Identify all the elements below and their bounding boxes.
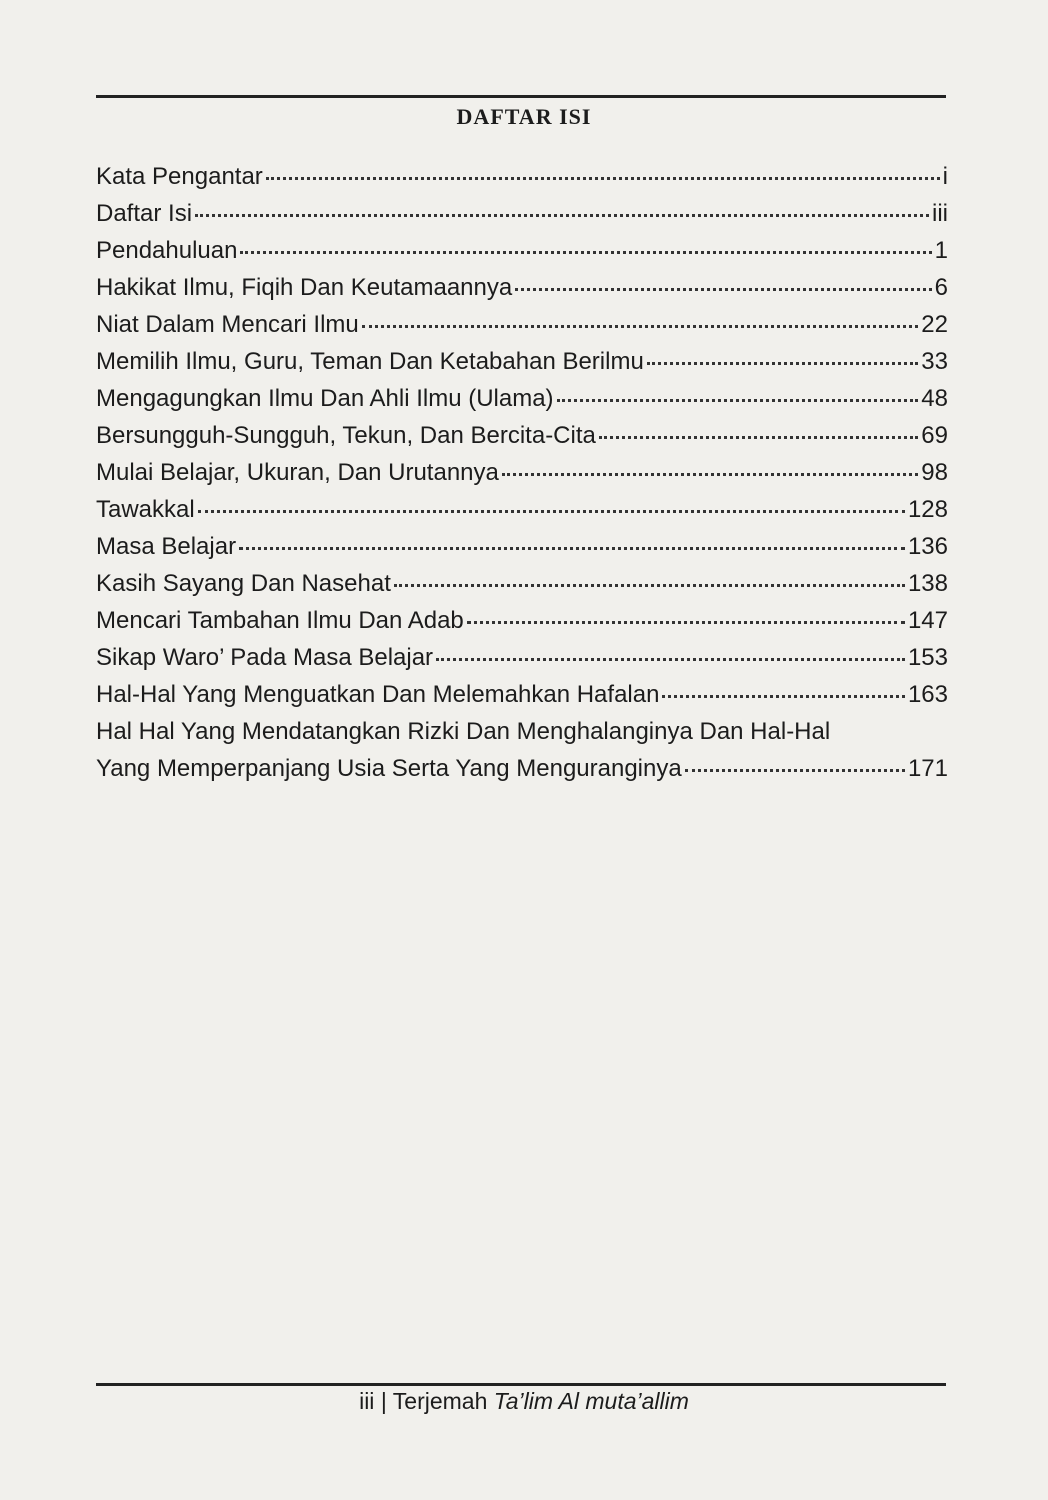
toc-entry-page: 153 — [907, 644, 948, 671]
toc-entry-title: Pendahuluan — [96, 237, 238, 264]
page-footer — [0, 1388, 1048, 1415]
toc-leader-dots — [557, 399, 919, 402]
toc-leader-dots — [662, 695, 905, 698]
toc-entry — [96, 195, 948, 232]
toc-entry-title: Memilih Ilmu, Guru, Teman Dan Ketabahan Berilmu — [96, 348, 644, 375]
toc-entry — [96, 713, 948, 787]
toc-entry-page: 136 — [907, 533, 948, 560]
toc-entry-title: Niat Dalam Mencari Ilmu — [96, 311, 359, 338]
toc-entry-title: Tawakkal — [96, 496, 195, 523]
footer-page-number: iii — [359, 1388, 375, 1414]
toc-entry — [96, 528, 948, 565]
toc-leader-dots — [685, 769, 905, 772]
toc-entry-page: 48 — [921, 385, 948, 412]
toc-leader-dots — [467, 621, 905, 624]
footer-prefix: Terjemah — [392, 1388, 488, 1414]
toc-entry — [96, 602, 948, 639]
toc-entry-title-line1: Hal Hal Yang Mendatangkan Rizki Dan Menghalanginya Dan Hal-Hal — [96, 718, 831, 745]
toc-entry — [96, 454, 948, 491]
toc-entry-page: 171 — [907, 755, 948, 782]
toc-entry-page: 163 — [907, 681, 948, 708]
footer-separator: | — [380, 1388, 387, 1414]
toc-leader-dots — [239, 547, 905, 550]
toc-entry-page: 98 — [921, 459, 948, 486]
toc-leader-dots — [266, 177, 940, 180]
footer-book-title: Ta’lim Al muta’allim — [493, 1388, 689, 1414]
toc-entry-page: 128 — [907, 496, 948, 523]
toc-entry — [96, 639, 948, 676]
toc-entry-title-line2: Yang Memperpanjang Usia Serta Yang Menguranginya — [96, 755, 682, 782]
toc-entry-page: i — [942, 163, 948, 190]
toc-entry-title: Mulai Belajar, Ukuran, Dan Urutannya — [96, 459, 499, 486]
toc-entry-title: Daftar Isi — [96, 200, 193, 227]
table-of-contents — [96, 158, 948, 787]
top-rule — [96, 95, 946, 98]
toc-leader-dots — [515, 288, 931, 291]
toc-leader-dots — [394, 584, 905, 587]
toc-entry-line2 — [96, 750, 948, 787]
toc-entry-page: 138 — [907, 570, 948, 597]
toc-entry-page: 69 — [921, 422, 948, 449]
toc-entry-title: Sikap Waro’ Pada Masa Belajar — [96, 644, 434, 671]
toc-entry-page: 6 — [934, 274, 948, 301]
toc-entry-title: Mengagungkan Ilmu Dan Ahli Ilmu (Ulama) — [96, 385, 554, 412]
toc-entry-page: iii — [932, 200, 948, 227]
toc-leader-dots — [195, 214, 929, 217]
toc-entry — [96, 269, 948, 306]
toc-entry-title: Kasih Sayang Dan Nasehat — [96, 570, 391, 597]
page-title: DAFTAR ISI — [456, 104, 592, 129]
toc-leader-dots — [502, 473, 918, 476]
toc-entry-page: 147 — [907, 607, 948, 634]
toc-entry-page: 22 — [921, 311, 948, 338]
toc-leader-dots — [198, 510, 905, 513]
toc-leader-dots — [362, 325, 919, 328]
bottom-rule — [96, 1383, 946, 1386]
toc-leader-dots — [599, 436, 918, 439]
toc-entry-title: Masa Belajar — [96, 533, 237, 560]
toc-entry-page: 1 — [934, 237, 948, 264]
toc-entry — [96, 491, 948, 528]
toc-entry — [96, 380, 948, 417]
toc-entry — [96, 417, 948, 454]
toc-entry-title: Bersungguh-Sungguh, Tekun, Dan Bercita-Cita — [96, 422, 596, 449]
toc-entry — [96, 232, 948, 269]
toc-entry — [96, 343, 948, 380]
toc-leader-dots — [436, 658, 905, 661]
toc-entry-title: Kata Pengantar — [96, 163, 263, 190]
toc-entry — [96, 565, 948, 602]
toc-entry-page: 33 — [921, 348, 948, 375]
toc-entry — [96, 158, 948, 195]
toc-entry-title: Hakikat Ilmu, Fiqih Dan Keutamaannya — [96, 274, 513, 301]
toc-leader-dots — [647, 362, 918, 365]
toc-entry-title: Mencari Tambahan Ilmu Dan Adab — [96, 607, 464, 634]
toc-entry-title: Hal-Hal Yang Menguatkan Dan Melemahkan Hafalan — [96, 681, 660, 708]
toc-leader-dots — [240, 251, 931, 254]
toc-entry — [96, 306, 948, 343]
toc-entry — [96, 676, 948, 713]
